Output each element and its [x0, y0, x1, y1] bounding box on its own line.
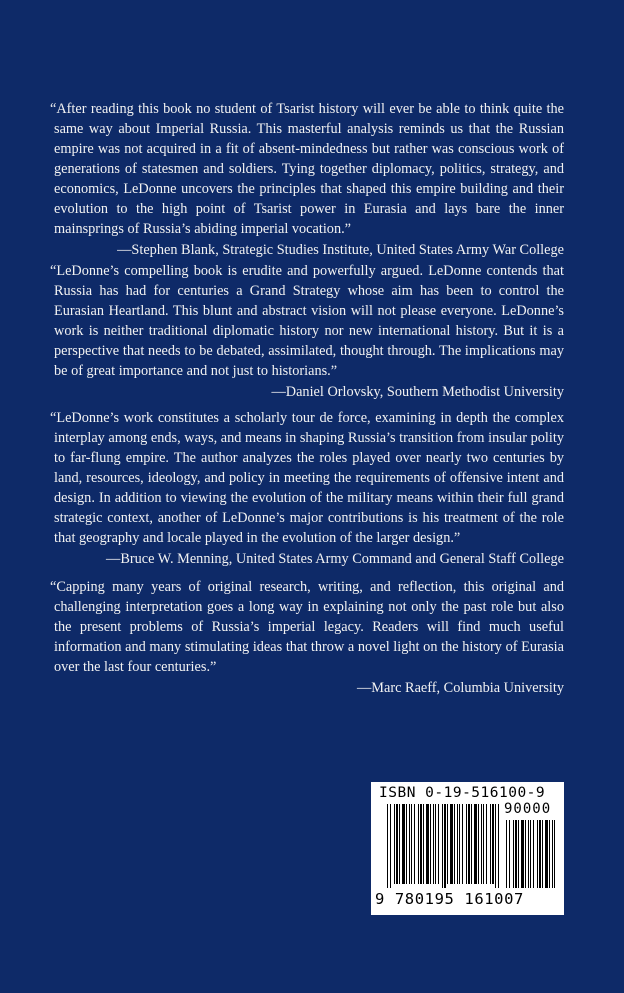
barcode-bar — [537, 820, 538, 888]
barcode-bar — [533, 820, 534, 888]
barcode-bar — [530, 820, 531, 888]
barcode-bar — [478, 804, 479, 884]
barcode-bar — [528, 820, 529, 888]
barcode-bar — [539, 820, 541, 888]
barcode-bar — [481, 804, 482, 884]
review-text: “After reading this book no student of Tsarist history will ever be able to think quite the same way about Imperial Russia. This masterful analysis reminds us that the Russian empire was not acquired in a fit of absent-mindedness but rather was conscious work of generations of statesmen and soldiers. Tying together diplomacy, politics, strategy, and economics, LeDonne uncovers the principles that shaped this empire building and their evolution to the high point of Tsarist power in Eurasia and lays bare the inner mainsprings of Russia’s abiding imperial vocation.” — [50, 101, 564, 237]
barcode-bar — [402, 804, 405, 884]
barcode-bar — [495, 804, 496, 888]
barcode-bar — [396, 804, 398, 884]
barcode-bar — [444, 804, 446, 888]
barcode-bar — [406, 804, 407, 884]
barcode-bar — [509, 820, 510, 888]
review-text: “LeDonne’s work constitutes a scholarly tour de force, examining in depth the complex interplay among ends, ways, and means in shaping Russia’s transition from insular polity to far-flung empire. The author analyzes the roles played over nearly two centuries by land, resources, ideology, and policy in meeting the requirements of offensive intent and design. In addition to viewing the evolution of the military means within their full grand strategic context, another of LeDonne’s major contributions is his treatment of the role that geography and locale played in the evolution of the larger design.” — [50, 410, 564, 546]
barcode-bar — [438, 804, 439, 884]
barcode-bar — [515, 820, 517, 888]
barcode-bar — [390, 804, 391, 888]
barcode-bar — [492, 804, 494, 884]
isbn-barcode — [371, 782, 564, 915]
barcode-bar — [474, 804, 477, 884]
barcode-bar — [486, 804, 487, 884]
barcode-bar — [394, 804, 395, 884]
barcode-bar — [457, 804, 458, 884]
barcode-bar — [399, 804, 400, 884]
barcode-bar — [418, 804, 419, 884]
review-quote — [50, 408, 564, 570]
barcode-bar — [468, 804, 470, 884]
review-quote — [50, 261, 564, 403]
barcode-bar — [447, 804, 448, 884]
review-quote — [50, 99, 564, 261]
barcode-bar — [521, 820, 524, 888]
barcode-bar — [506, 820, 507, 888]
barcode-bar — [513, 820, 514, 888]
barcode-bar — [466, 804, 467, 884]
barcode-bar — [542, 820, 543, 888]
isbn-label: ISBN 0-19-516100-9 — [379, 785, 546, 801]
barcode-bar — [420, 804, 422, 884]
barcode-bar — [518, 820, 519, 888]
barcode-bar — [433, 804, 434, 884]
barcode-bar — [471, 804, 472, 884]
barcode-bar — [549, 820, 550, 888]
barcode-bar — [450, 804, 453, 884]
barcode-bars — [387, 804, 499, 888]
barcode-bar — [462, 804, 463, 884]
review-attribution: —Bruce W. Menning, United States Army Command and General Staff College — [106, 551, 564, 567]
review-text: “Capping many years of original research, writing, and reflection, this original and challenging interpretation goes a long way in explaining not only the past role but also the present problems of Russia’s imperial legacy. Readers will find much useful information and many stimulating ideas that throw a novel light on the history of Eurasia over the last four centuries.” — [50, 579, 564, 675]
barcode-bar — [411, 804, 412, 884]
barcode-bar — [387, 804, 388, 888]
price-code: 90000 — [504, 801, 552, 817]
barcode-bar — [435, 804, 436, 884]
barcode-bar — [483, 804, 484, 884]
barcode-bar — [409, 804, 410, 884]
review-attribution: —Stephen Blank, Strategic Studies Institute, United States Army War College — [117, 242, 564, 258]
barcode-bar — [525, 820, 526, 888]
barcode-bar — [554, 820, 555, 888]
barcode-bar — [545, 820, 548, 888]
review-quote — [50, 577, 564, 699]
review-text: “LeDonne’s compelling book is erudite and powerfully argued. LeDonne contends that Russia has had for centuries a Grand Strategy whose aim has been to control the Eurasian Heartland. This blunt and abstract vision will not please everyone. LeDonne’s work is neither traditional diplomatic history nor new international history. But it is a perspective that needs to be debated, assimilated, thought through. The implications may be of great importance and not just to historians.” — [50, 263, 564, 379]
barcode-bar — [490, 804, 491, 884]
barcode-bar — [423, 804, 424, 884]
barcode-bar — [454, 804, 455, 884]
barcode-bar — [426, 804, 429, 884]
isbn-digits: 9 780195 161007 — [375, 890, 524, 908]
barcode-bar — [498, 804, 499, 888]
barcode-bar — [552, 820, 553, 888]
barcode-bar — [442, 804, 443, 888]
barcode-bar — [414, 804, 415, 884]
barcode-bar — [459, 804, 460, 884]
review-attribution: —Daniel Orlovsky, Southern Methodist University — [271, 384, 564, 400]
review-attribution: —Marc Raeff, Columbia University — [357, 680, 564, 696]
addon-barcode-bars — [506, 820, 558, 888]
barcode-bar — [430, 804, 431, 884]
